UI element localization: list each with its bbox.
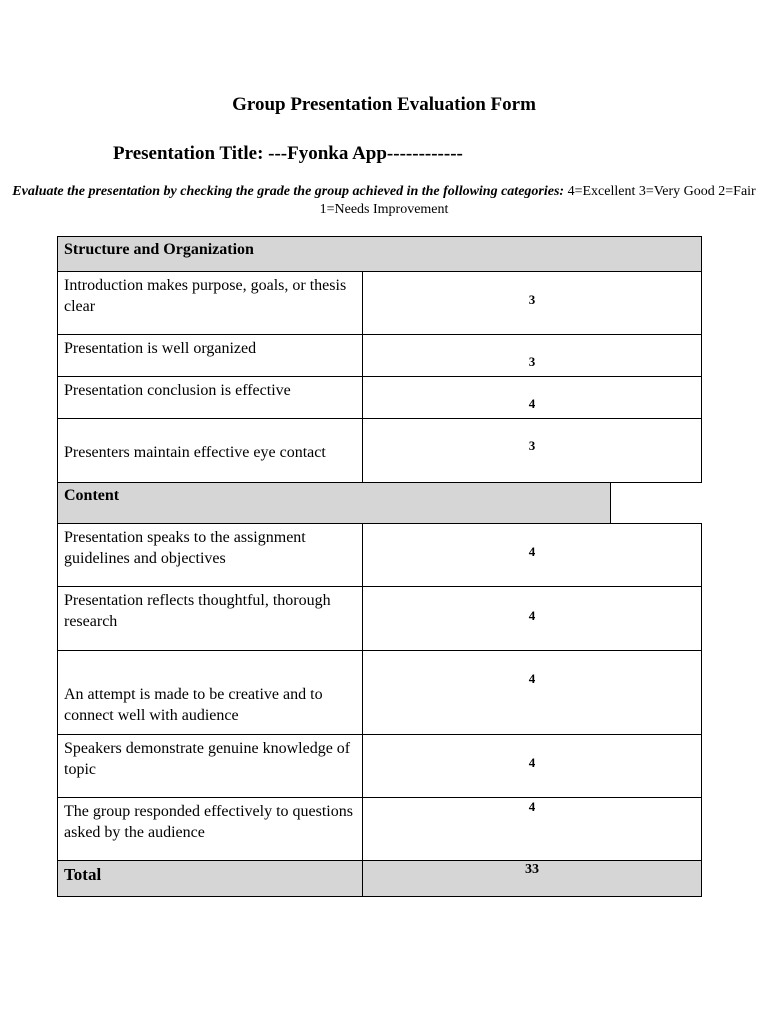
criterion-cell: Introduction makes purpose, goals, or thesis clear bbox=[58, 272, 363, 335]
section-spacer bbox=[611, 483, 702, 524]
grade-cell[interactable]: 4 bbox=[363, 587, 702, 651]
grade-cell[interactable]: 3 bbox=[363, 335, 702, 377]
instructions-lead: Evaluate the presentation by checking the grade the group achieved in the following categories: bbox=[12, 184, 565, 199]
table-row bbox=[58, 798, 702, 861]
grade-cell[interactable]: 4 bbox=[363, 735, 702, 798]
table-row bbox=[58, 377, 702, 419]
total-value: 33 bbox=[363, 861, 702, 897]
table-row bbox=[58, 272, 702, 335]
section-title: Structure and Organization bbox=[58, 237, 702, 272]
form-title: Group Presentation Evaluation Form bbox=[232, 94, 536, 115]
grade-cell[interactable]: 3 bbox=[363, 272, 702, 335]
section-header-structure bbox=[58, 237, 702, 272]
criterion-cell: Presentation speaks to the assignment guidelines and objectives bbox=[58, 524, 363, 587]
table-row bbox=[58, 587, 702, 651]
criterion-cell: Speakers demonstrate genuine knowledge of topic bbox=[58, 735, 363, 798]
criterion-cell: Presentation conclusion is effective bbox=[58, 377, 363, 419]
presentation-title: Presentation Title: ---Fyonka App------------ bbox=[113, 143, 463, 164]
table-row bbox=[58, 735, 702, 798]
section-header-content bbox=[58, 483, 702, 524]
table-row bbox=[58, 419, 702, 483]
instructions bbox=[0, 183, 768, 219]
grade-cell[interactable]: 4 bbox=[363, 798, 702, 861]
grade-cell[interactable]: 4 bbox=[363, 651, 702, 735]
grading-scale: 4=Excellent 3=Very Good 2=Fair 1=Needs Improvement bbox=[319, 184, 756, 217]
criterion-cell: The group responded effectively to questions asked by the audience bbox=[58, 798, 363, 861]
criterion-cell: An attempt is made to be creative and to connect well with audience bbox=[58, 651, 363, 735]
table-row bbox=[58, 335, 702, 377]
grade-cell[interactable]: 3 bbox=[363, 419, 702, 483]
criterion-cell: Presentation is well organized bbox=[58, 335, 363, 377]
criterion-cell: Presentation reflects thoughtful, thorough research bbox=[58, 587, 363, 651]
grade-cell[interactable]: 4 bbox=[363, 377, 702, 419]
grade-cell[interactable]: 4 bbox=[363, 524, 702, 587]
table-row bbox=[58, 524, 702, 587]
total-row bbox=[58, 861, 702, 897]
criterion-cell: Presenters maintain effective eye contact bbox=[58, 419, 363, 483]
total-label: Total bbox=[58, 861, 363, 897]
section-title: Content bbox=[58, 483, 611, 524]
evaluation-table bbox=[57, 236, 702, 897]
table-row bbox=[58, 651, 702, 735]
